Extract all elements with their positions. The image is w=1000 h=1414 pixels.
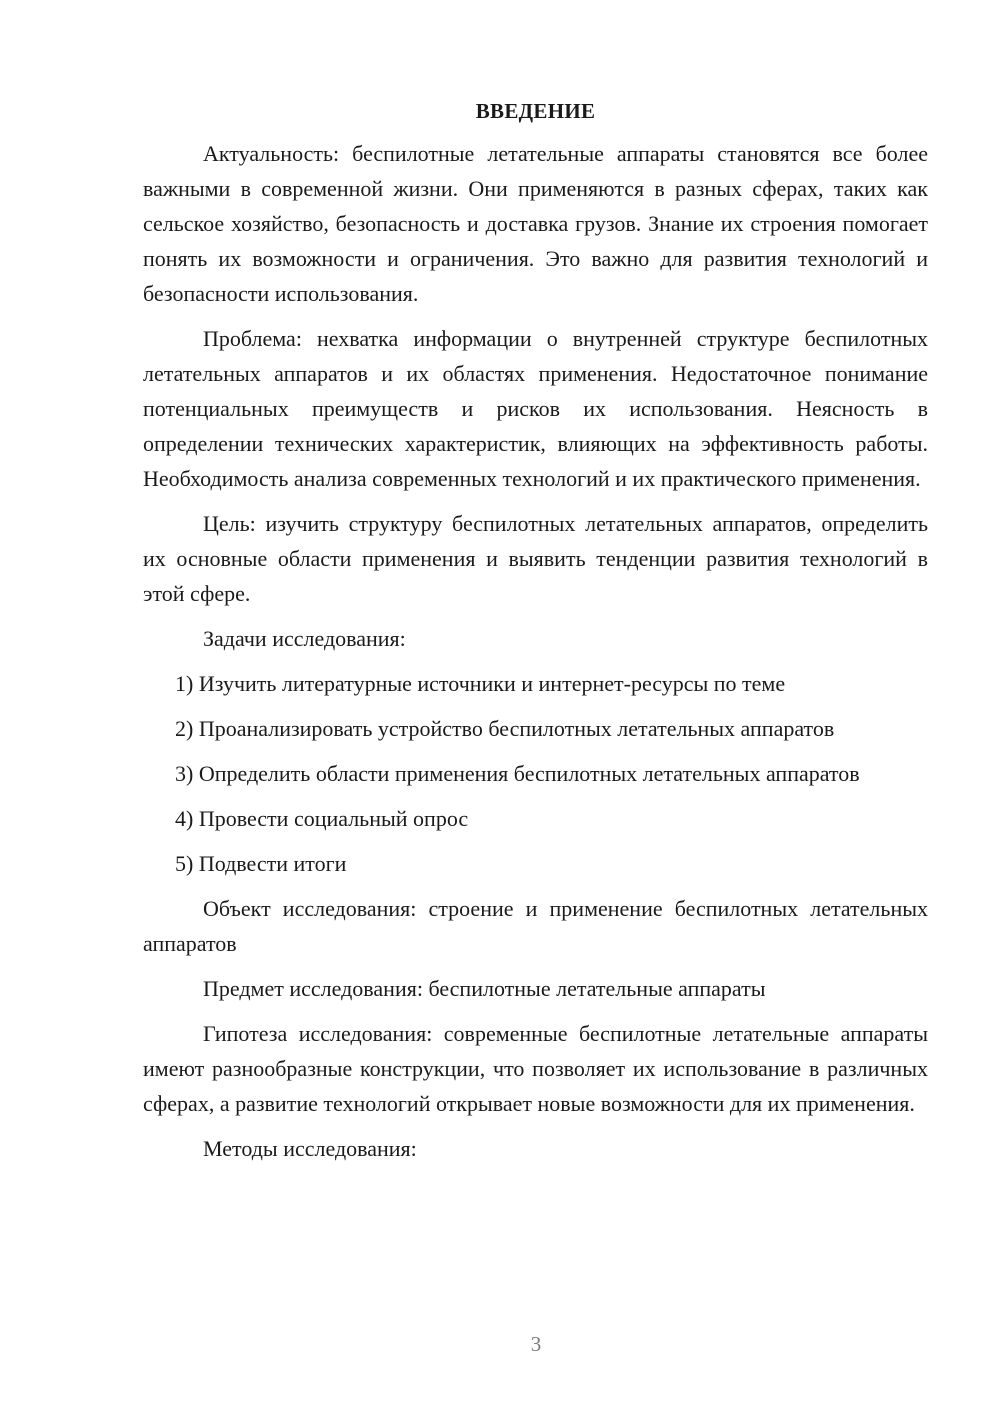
tasks-heading: Задачи исследования: bbox=[203, 626, 406, 651]
page-title: ВВЕДЕНИЕ bbox=[475, 99, 596, 123]
goal-paragraph: Цель: изучить структуру беспилотных летательных аппаратов, определить их основные области применения и выявить тенденции развития технологий в этой сфере. bbox=[143, 511, 928, 606]
problem-paragraph: Проблема: нехватка информации о внутренней структуре беспилотных летательных аппаратов и их областях применения. Недостаточное понимание потенциальных преимуществ и рисков их использования. Неясность в определении технических характеристик, влияющих на эффективность работы. Необходимость анализа современных технологий и их практического применения. bbox=[143, 326, 928, 491]
page-content bbox=[143, 96, 928, 1176]
page-number: 3 bbox=[530, 1332, 542, 1356]
task-item: 1) Изучить литературные источники и интернет-ресурсы по теме bbox=[175, 671, 786, 696]
hypothesis-paragraph: Гипотеза исследования: современные беспилотные летательные аппараты имеют разнообразные конструкции, что позволяет их использование в различных сферах, а развитие технологий открывает новые возможности для их применения. bbox=[143, 1021, 928, 1116]
methods-heading: Методы исследования: bbox=[203, 1136, 417, 1161]
task-item: 3) Определить области применения беспилотных летательных аппаратов bbox=[175, 761, 860, 786]
subject-paragraph: Предмет исследования: беспилотные летательные аппараты bbox=[203, 976, 766, 1001]
task-item: 5) Подвести итоги bbox=[175, 851, 347, 876]
task-item: 4) Провести социальный опрос bbox=[175, 806, 469, 831]
task-item: 2) Проанализировать устройство беспилотных летательных аппаратов bbox=[175, 716, 835, 741]
relevance-paragraph: Актуальность: беспилотные летательные аппараты становятся все более важными в современной жизни. Они применяются в разных сферах, таких как сельское хозяйство, безопасность и доставка грузов. Знание их строения помогает понять их возможности и ограничения. Это важно для развития технологий и безопасности использования. bbox=[143, 141, 928, 306]
object-paragraph: Объект исследования: строение и применение беспилотных летательных аппаратов bbox=[143, 896, 928, 956]
